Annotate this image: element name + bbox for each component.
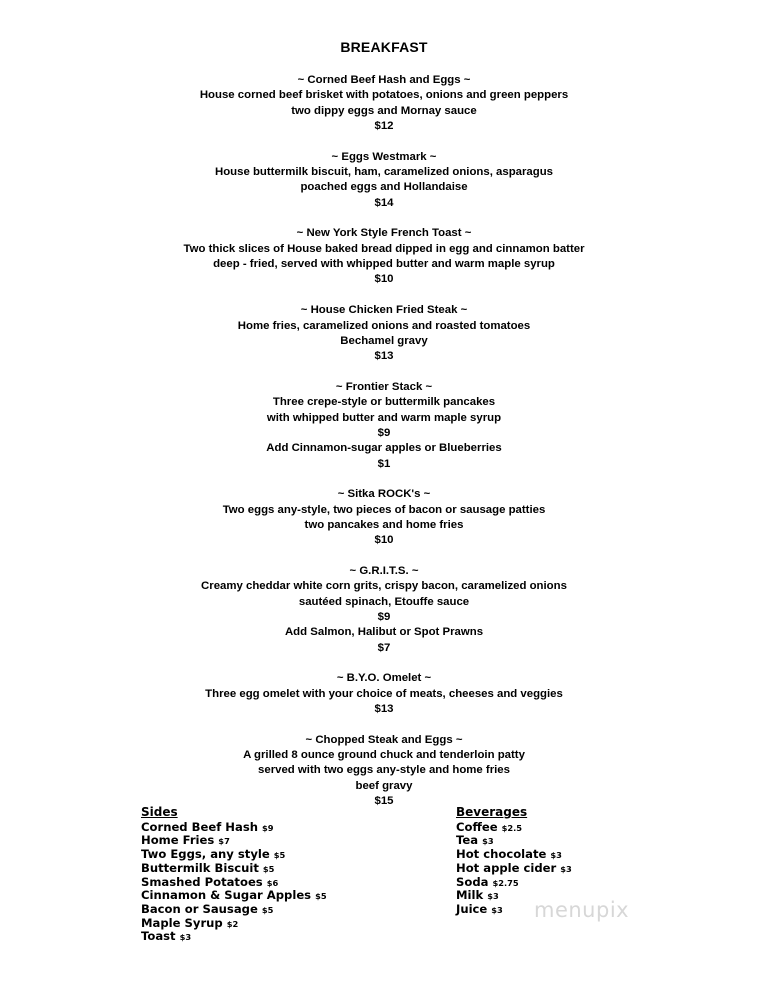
beverages-heading: Beverages (456, 805, 528, 819)
item-line: deep - fried, served with whipped butter and warm maple syrup (213, 258, 555, 271)
side-price: $6 (266, 877, 279, 888)
item-name: ~ Corned Beef Hash and Eggs ~ (297, 74, 471, 86)
item-line: Three egg omelet with your choice of meats, cheeses and veggies (205, 687, 563, 700)
beverage-name: Milk (456, 888, 484, 903)
menu-item (0, 73, 768, 134)
item-line: poached eggs and Hollandaise (300, 181, 468, 194)
beverage-price: $3 (560, 863, 572, 874)
beverage-price: $3 (550, 850, 562, 861)
item-name: ~ Sitka ROCK's ~ (337, 488, 431, 501)
item-line: Three crepe-style or buttermilk pancakes (272, 396, 496, 409)
side-price: $3 (179, 932, 192, 943)
item-addon-price: $1 (377, 457, 391, 470)
side-row (141, 862, 327, 876)
menu-item (0, 733, 768, 810)
item-line: House buttermilk biscuit, ham, caramelized onions, asparagus (214, 166, 553, 179)
side-name: Toast (141, 929, 176, 944)
menu-item (0, 226, 768, 287)
side-name: Home Fries (141, 833, 215, 848)
beverage-price: $3 (482, 836, 494, 847)
item-name: ~ G.R.I.T.S. ~ (349, 565, 419, 577)
item-price: $14 (374, 196, 394, 209)
beverage-name: Coffee (456, 819, 498, 834)
side-row (141, 821, 327, 835)
item-price: $12 (374, 120, 394, 133)
watermark-suffix: pix (596, 898, 630, 922)
item-addon-price: $7 (377, 641, 391, 654)
menupix-watermark (534, 898, 629, 922)
item-line: Creamy cheddar white corn grits, crispy bacon, caramelized onions (201, 580, 567, 593)
menu-item (0, 303, 768, 364)
beverage-row (456, 834, 572, 848)
beverage-row (456, 876, 572, 890)
item-price: $10 (374, 273, 394, 286)
side-row (141, 876, 327, 890)
beverage-name: Juice (456, 901, 488, 916)
item-line: beef gravy (355, 779, 413, 792)
side-row (141, 903, 327, 917)
item-name: ~ House Chicken Fried Steak ~ (300, 304, 468, 317)
item-line: House corned beef brisket with potatoes, onions and green peppers (199, 89, 569, 102)
side-price: $5 (262, 863, 275, 874)
menu-item (0, 150, 768, 211)
side-row (141, 917, 327, 931)
side-row (141, 834, 327, 848)
item-line: Home fries, caramelized onions and roasted tomatoes (237, 319, 531, 332)
menu-item (0, 380, 768, 472)
item-line: sautéed spinach, Etouffe sauce (298, 595, 470, 608)
menu-item (0, 671, 768, 717)
item-addon: Add Cinnamon-sugar apples or Blueberries (266, 442, 502, 455)
item-line: A grilled 8 ounce ground chuck and tenderloin patty (243, 749, 525, 762)
beverage-price: $3 (487, 891, 499, 902)
beverage-price: $2.5 (501, 822, 523, 833)
beverage-row (456, 862, 572, 876)
item-price: $13 (374, 350, 394, 363)
side-name: Corned Beef Hash (141, 819, 258, 834)
side-row (141, 848, 327, 862)
side-name: Cinnamon & Sugar Apples (141, 888, 312, 903)
beverage-row (456, 848, 572, 862)
watermark-text: menu (534, 898, 596, 922)
side-price: $7 (218, 836, 230, 847)
side-price: $5 (261, 904, 274, 915)
item-line: Two eggs any-style, two pieces of bacon or sausage patties (222, 503, 546, 516)
item-price: $10 (374, 534, 394, 547)
item-price: $9 (377, 426, 391, 439)
side-price: $2 (226, 918, 239, 929)
side-price: $9 (261, 822, 274, 833)
side-price: $5 (273, 850, 286, 861)
sides-list (141, 806, 327, 944)
side-name: Smashed Potatoes (141, 874, 263, 889)
side-row (141, 930, 327, 944)
beverage-name: Hot apple cider (456, 860, 557, 875)
side-name: Maple Syrup (141, 915, 223, 930)
item-line: two pancakes and home fries (304, 518, 464, 531)
item-name: ~ B.Y.O. Omelet ~ (336, 672, 432, 685)
beverage-name: Tea (456, 833, 479, 848)
menu-item (0, 564, 768, 656)
item-name: ~ Frontier Stack ~ (335, 380, 433, 393)
item-line: with whipped butter and warm maple syrup (266, 411, 502, 424)
side-row (141, 889, 327, 903)
item-name: ~ New York Style French Toast ~ (296, 227, 472, 240)
item-addon: Add Salmon, Halibut or Spot Prawns (284, 626, 484, 639)
item-price: $9 (377, 611, 391, 624)
beverage-price: $2.75 (492, 877, 519, 888)
menu-title: BREAKFAST (340, 39, 428, 55)
breakfast-items (0, 73, 768, 810)
beverage-name: Soda (456, 874, 489, 889)
beverage-row (456, 821, 572, 835)
item-line: Two thick slices of House baked bread dipped in egg and cinnamon batter (183, 242, 585, 255)
item-price: $15 (374, 795, 394, 808)
side-price: $5 (315, 891, 327, 902)
beverage-price: $3 (491, 904, 503, 915)
item-line: Bechamel gravy (340, 334, 428, 347)
side-name: Buttermilk Biscuit (141, 860, 259, 875)
item-line: served with two eggs any-style and home fries (258, 764, 510, 777)
item-price: $13 (374, 703, 394, 716)
side-name: Bacon or Sausage (141, 901, 258, 916)
side-name: Two Eggs, any style (141, 847, 270, 862)
item-name: ~ Eggs Westmark ~ (331, 150, 437, 163)
beverage-name: Hot chocolate (456, 847, 547, 862)
item-line: two dippy eggs and Mornay sauce (291, 104, 477, 117)
sides-heading: Sides (141, 805, 178, 819)
item-name: ~ Chopped Steak and Eggs ~ (305, 733, 463, 746)
menu-item (0, 487, 768, 548)
